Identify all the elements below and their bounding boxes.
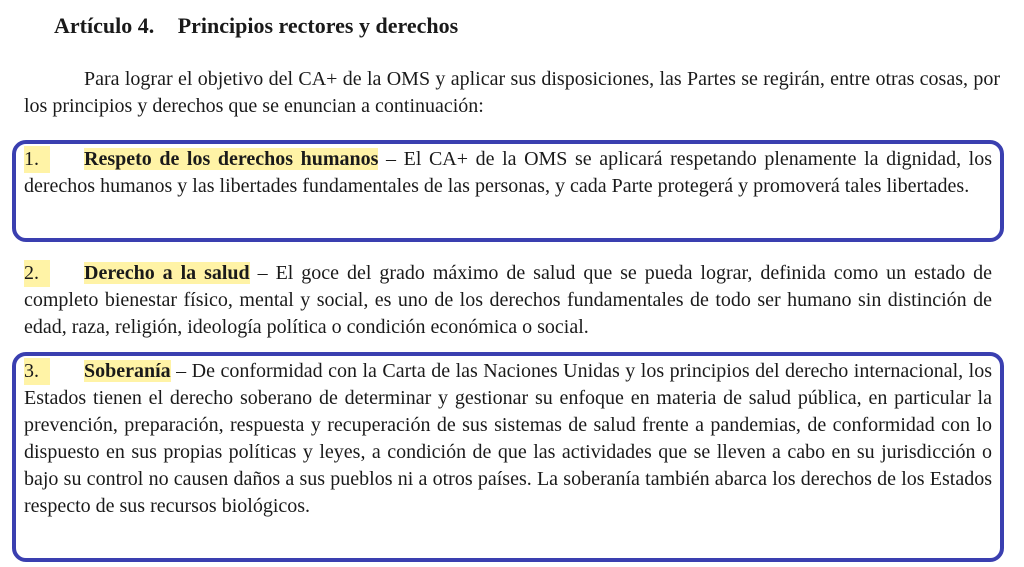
principle-term: Respeto de los derechos humanos — [84, 148, 379, 170]
principle-dash: – — [386, 148, 397, 170]
principle-term: Soberanía — [84, 360, 171, 382]
article-number: Artículo 4. — [54, 13, 155, 38]
principle-text: De conformidad con la Carta de las Naciones Unidas y los principios del derecho internacional, los Estados tienen el derecho soberano de determinar y gestionar su enfoque en materia de salud pública, en particular la prevención, preparación, respuesta y recuperación de sus sistemas de salud frente a pandemias, de conformidad con lo dispuesto en sus propias políticas y leyes, a condición de que las actividades que se lleven a cabo en su jurisdicción o bajo su control no causen daños a sus pueblos ni a otros países. La soberanía también abarca los derechos de los Estados respecto de sus recursos biológicos. — [24, 360, 992, 517]
principle-item-2 — [12, 256, 1004, 340]
article-heading — [54, 10, 458, 42]
principle-number: 1. — [24, 146, 84, 173]
intro-paragraph: Para lograr el objetivo del CA+ de la OMS y aplicar sus disposiciones, las Partes se regirán, entre otras cosas, por los principios y derechos que se enuncian a continuación: — [24, 68, 1000, 117]
principle-item-3 — [12, 352, 1004, 562]
principle-text: El CA+ de la OMS se aplicará respetando plenamente la dignidad, los derechos humanos y las libertades fundamentales de las personas, y cada Parte protegerá y promoverá tales libertades. — [24, 148, 993, 197]
principle-number: 2. — [24, 260, 84, 287]
principle-dash: – — [257, 262, 268, 284]
principle-dash: – — [176, 360, 187, 382]
principle-term: Derecho a la salud — [84, 262, 250, 284]
principle-number: 3. — [24, 358, 84, 385]
article-title: Principios rectores y derechos — [177, 13, 459, 38]
principle-item-1 — [12, 140, 1004, 242]
principle-text: El goce del grado máximo de salud que se pueda lograr, definida como un estado de completo bienestar físico, mental y social, es uno de los derechos fundamentales de todo ser humano sin distinción de edad, raza, religión, ideología política o condición económica o social. — [24, 262, 993, 338]
